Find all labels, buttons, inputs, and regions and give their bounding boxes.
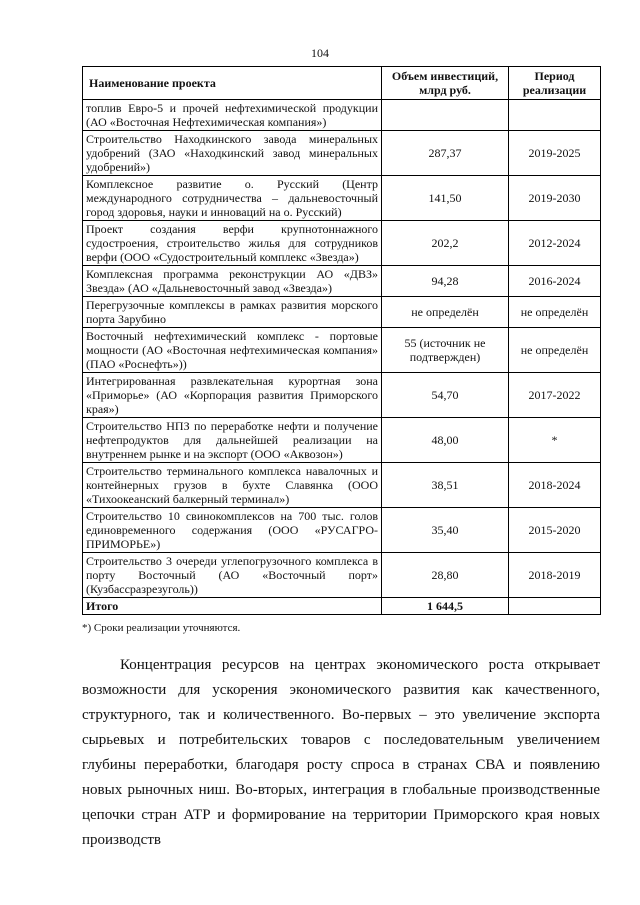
table-row [83,418,601,463]
investment-value: не определён [382,297,509,328]
total-period [509,598,601,615]
project-name: Перегрузочные комплексы в рамках развития морского порта Зарубино [83,297,382,328]
investment-value: 48,00 [382,418,509,463]
project-name: Комплексная программа реконструкции АО «ДВЗ» Звезда» (АО «Дальневосточный завод «Звезда») [83,266,382,297]
table-row [83,463,601,508]
period-value: 2017-2022 [509,373,601,418]
project-name: Строительство НПЗ по переработке нефти и получение нефтепродуктов для дальнейшей реализации на внутреннем рынке и на экспорт (ООО «Аквозон») [83,418,382,463]
period-value: не определён [509,328,601,373]
investment-value: 202,2 [382,221,509,266]
project-name: Восточный нефтехимический комплекс - портовые мощности (АО «Восточная нефтехимическая компания» (ПАО «Роснефть»)) [83,328,382,373]
project-name: Строительство 3 очереди углепогрузочного комплекса в порту Восточный (АО «Восточный порт» (Кузбассразрезуголь)) [83,553,382,598]
period-value: 2019-2030 [509,176,601,221]
project-name: Строительство 10 свинокомплексов на 700 тыс. голов единовременного содержания (ООО «РУСАГРО-ПРИМОРЬЕ») [83,508,382,553]
period-value: * [509,418,601,463]
investment-value: 141,50 [382,176,509,221]
investment-projects-table [82,66,601,615]
table-row [83,221,601,266]
period-value [509,100,601,131]
investment-value: 55 (источник не подтвержден) [382,328,509,373]
period-value: 2016-2024 [509,266,601,297]
period-value: 2015-2020 [509,508,601,553]
project-name: Интегрированная развлекательная курортная зона «Приморье» (АО «Корпорация развития Приморского края») [83,373,382,418]
period-value: не определён [509,297,601,328]
total-label: Итого [83,598,382,615]
table-row [83,297,601,328]
investment-value: 28,80 [382,553,509,598]
table-row [83,553,601,598]
project-name: Комплексное развитие о. Русский (Центр международного сотрудничества – дальневосточный город здоровья, науки и инноваций на о. Русский) [83,176,382,221]
total-row [83,598,601,615]
table-row [83,100,601,131]
investment-value: 94,28 [382,266,509,297]
project-name: топлив Евро-5 и прочей нефтехимической продукции (АО «Восточная Нефтехимическая компания») [83,100,382,131]
header-period: Период реализации [509,67,601,100]
table-row [83,508,601,553]
investment-value: 54,70 [382,373,509,418]
project-name: Проект создания верфи крупнотоннажного судостроения, строительство жилья для сотрудников верфи (ООО «Судостроительный комплекс «Звезда») [83,221,382,266]
table-row [83,176,601,221]
table-header-row [83,67,601,100]
header-investment: Объем инвестиций, млрд руб. [382,67,509,100]
footnote: *) Сроки реализации уточняются. [82,622,241,634]
project-name: Строительство терминального комплекса навалочных и контейнерных грузов в бухте Славянка (ООО «Тихоокеанский балкерный терминал») [83,463,382,508]
period-value: 2019-2025 [509,131,601,176]
body-text [82,653,600,853]
table-row [83,328,601,373]
table-row [83,266,601,297]
body-paragraph: Концентрация ресурсов на центрах экономического роста открывает возможности для ускорения экономического развития как качественного, структурного, так и количественного. Во-первых – это увеличение экспорта сырьевых и потребительских товаров с последовательным увеличением глубины переработки, благодаря росту спроса в странах СВА и появлению новых рыночных ниш. Во-вторых, интеграция в глобальные производственные цепочки стран АТР и формирование на территории Приморского края новых производств [82,657,600,848]
period-value: 2018-2024 [509,463,601,508]
period-value: 2012-2024 [509,221,601,266]
header-project-name: Наименование проекта [83,67,382,100]
total-investment: 1 644,5 [382,598,509,615]
project-name: Строительство Находкинского завода минеральных удобрений (ЗАО «Находкинский завод минеральных удобрений») [83,131,382,176]
page-number: 104 [311,46,329,60]
investment-value: 287,37 [382,131,509,176]
table-row [83,131,601,176]
investment-value [382,100,509,131]
period-value: 2018-2019 [509,553,601,598]
table-row [83,373,601,418]
investment-value: 38,51 [382,463,509,508]
investment-value: 35,40 [382,508,509,553]
